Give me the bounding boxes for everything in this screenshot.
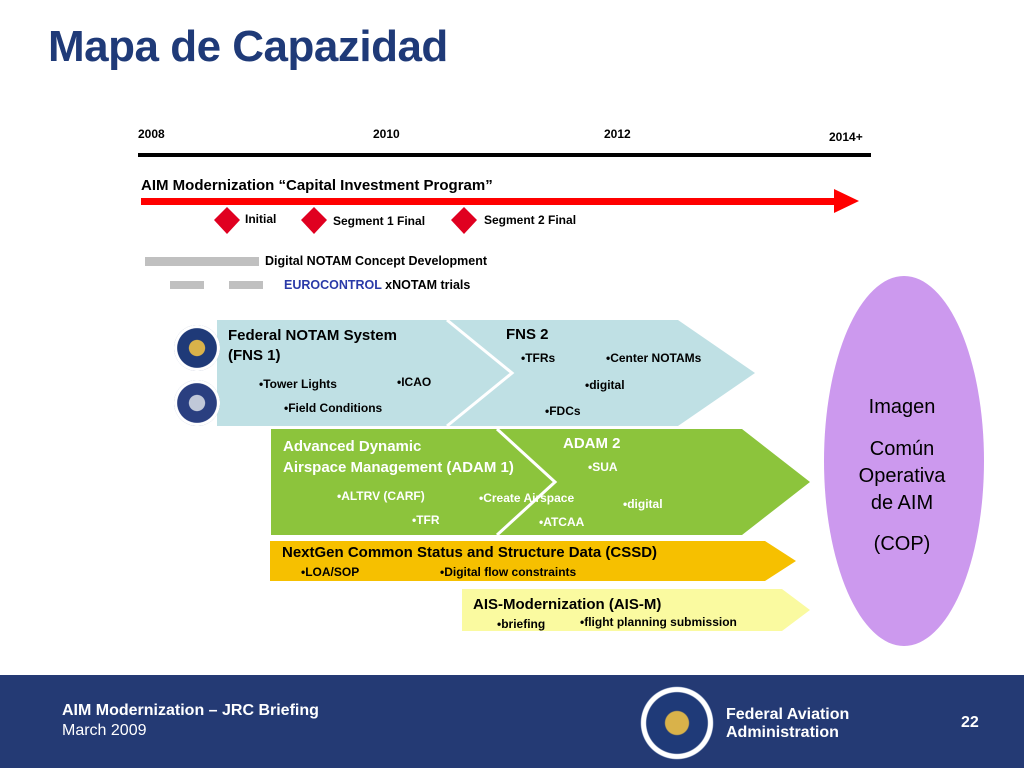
fns1-title: Federal NOTAM System (FNS 1) xyxy=(228,327,397,364)
adam2-item: •ATCAA xyxy=(539,515,585,529)
timeline-bar xyxy=(138,153,871,157)
eurocontrol-text: EUROCONTROL xyxy=(284,278,382,292)
cssd-item: •LOA/SOP xyxy=(301,565,360,579)
page-title: Mapa de Capazidad xyxy=(48,22,448,71)
cssd-item: •Digital flow constraints xyxy=(440,565,577,579)
fns2-item: •FDCs xyxy=(545,404,581,418)
fns2-item: •digital xyxy=(585,378,625,392)
milestone-label: Segment 1 Final xyxy=(333,214,426,228)
fns2-item: •Center NOTAMs xyxy=(606,351,702,365)
milestone-segment1-diamond xyxy=(301,207,327,234)
cop-line: (COP) xyxy=(873,533,931,555)
cop-line: Imagen xyxy=(868,396,936,418)
cop-line: Común xyxy=(869,438,935,460)
digital-notam-bar xyxy=(145,257,259,266)
footer-org: Federal Aviation Administration xyxy=(726,706,850,741)
milestone-label: Segment 2 Final xyxy=(484,213,577,227)
fns2-item: •TFRs xyxy=(521,351,556,365)
milestone-initial-diamond xyxy=(214,207,240,234)
adam1-item: •ALTRV (CARF) xyxy=(337,489,425,503)
fns2-title: FNS 2 xyxy=(506,326,549,343)
adam1-title: Advanced Dynamic Airspace Management (ADAM 1) xyxy=(283,438,514,476)
fns1-item: •Tower Lights xyxy=(259,377,337,391)
cop-line: de AIM xyxy=(870,492,934,514)
xnotam-label: EUROCONTROL xNOTAM trials xyxy=(284,278,471,292)
aism-item: •briefing xyxy=(497,617,546,631)
aism-item: •flight planning submission xyxy=(580,615,737,629)
milestone-segment2-diamond xyxy=(451,207,477,234)
adam2-title: ADAM 2 xyxy=(563,435,621,452)
aism-title: AIS-Modernization (AIS-M) xyxy=(473,596,662,613)
page-number: 22 xyxy=(961,714,979,731)
milestone-label: Initial xyxy=(245,212,277,226)
cop-line: Operativa xyxy=(858,465,946,487)
adam2-item: •SUA xyxy=(588,460,618,474)
year-label: 2010 xyxy=(373,127,400,141)
xnotam-bar-2 xyxy=(229,281,263,289)
digital-notam-label: Digital NOTAM Concept Development xyxy=(265,254,488,268)
adam1-item: •Create Airspace xyxy=(479,491,575,505)
year-label: 2014+ xyxy=(829,130,863,144)
faa-seal-icon xyxy=(174,325,220,371)
faa-footer-seal-icon xyxy=(640,686,714,760)
cssd-title: NextGen Common Status and Structure Data (CSSD) xyxy=(282,544,658,561)
cop-oval xyxy=(824,276,984,646)
fns1-item: •Field Conditions xyxy=(284,401,383,415)
adam2-item: •digital xyxy=(623,497,663,511)
fns1-item: •ICAO xyxy=(397,375,432,389)
cip-label: AIM Modernization “Capital Investment Program” xyxy=(141,177,493,194)
footer-bar xyxy=(0,675,1024,768)
cip-arrow-shaft xyxy=(141,198,836,205)
xnotam-bar-1 xyxy=(170,281,204,289)
footer-briefing: AIM Modernization – JRC Briefing xyxy=(62,702,319,719)
footer-date: March 2009 xyxy=(62,722,147,739)
year-label: 2012 xyxy=(604,127,631,141)
year-label: 2008 xyxy=(138,127,165,141)
dod-seal-icon xyxy=(174,380,220,426)
adam1-item: •TFR xyxy=(412,513,440,527)
cip-arrow-head xyxy=(834,189,859,213)
